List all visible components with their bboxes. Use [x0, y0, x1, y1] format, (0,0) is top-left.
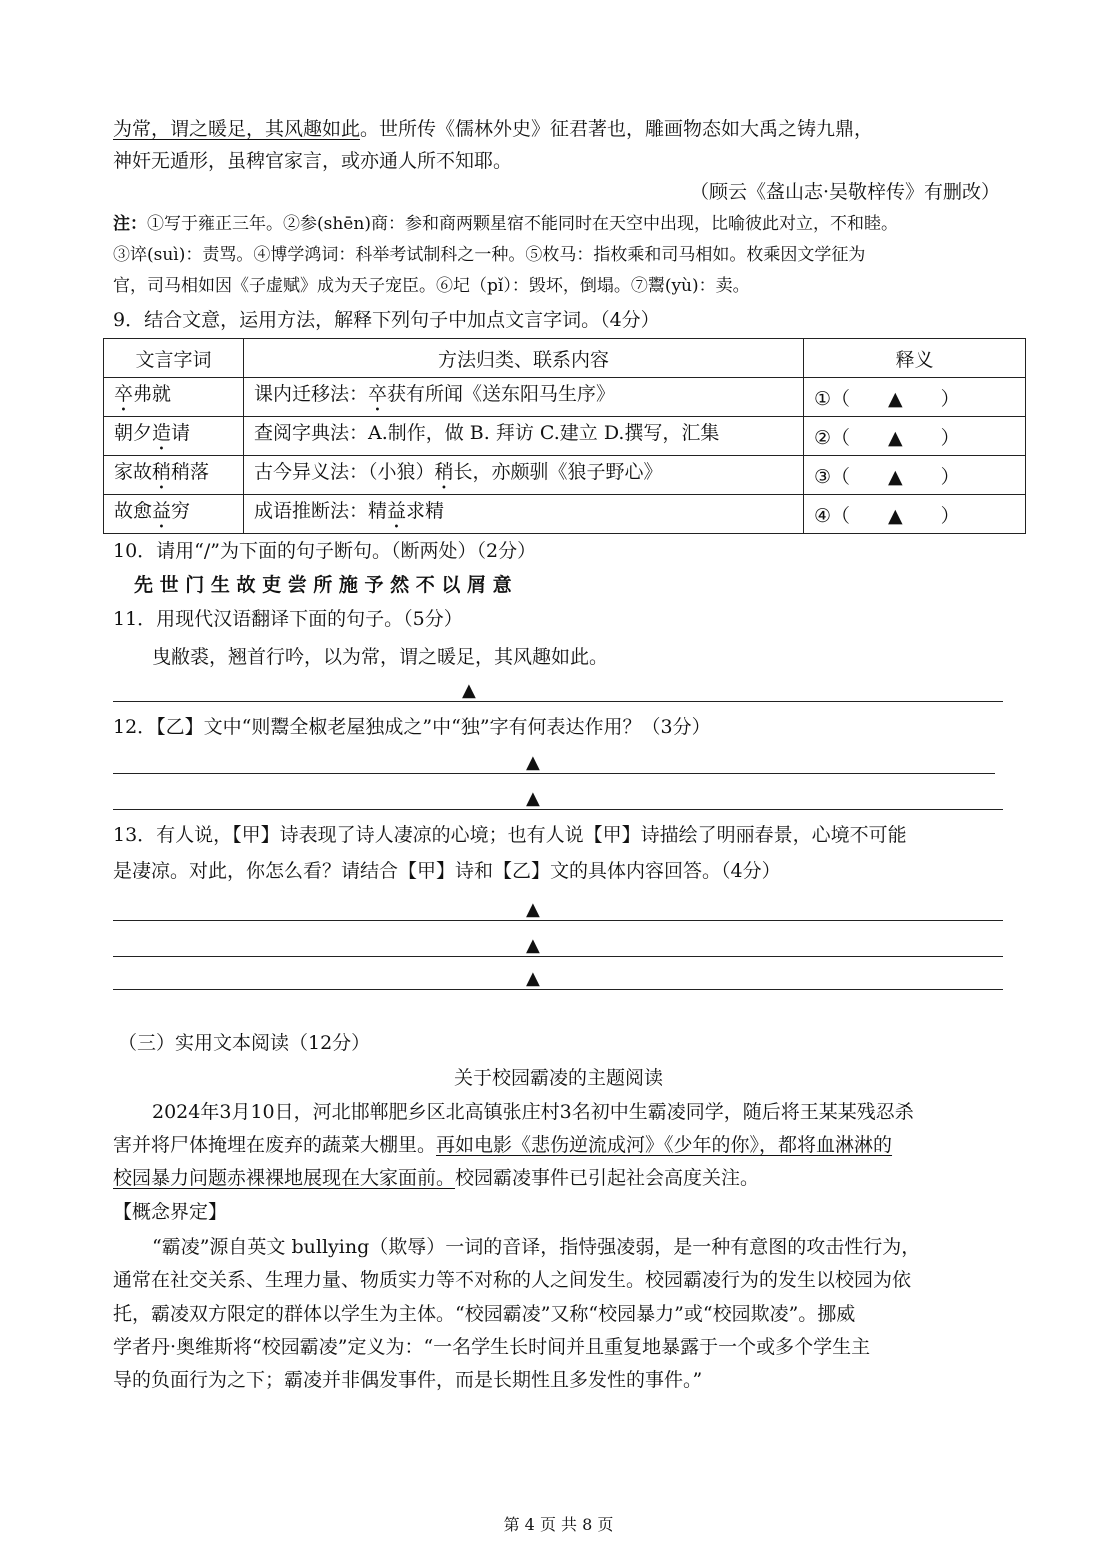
q9-header-method: 方法归类、联系内容: [244, 339, 804, 378]
para2-line-2: 通常在社交关系、生理力量、物质实力等不对称的人之间发生。校园霸凌行为的发生以校园为依: [113, 1269, 912, 1291]
answer-triangle: ▲: [462, 680, 476, 701]
q9-method: 课内迁移法：卒获有所闻《送东阳马生序》: [244, 378, 804, 417]
q13-answer-line-3[interactable]: [113, 989, 1003, 990]
q9-answer-blank[interactable]: ④（ ▲ ）: [804, 495, 1026, 534]
q9-row-3: [104, 456, 1026, 495]
q9-word: 家故稍稍落: [104, 456, 244, 495]
para2-line-5: 导的负面行为之下；霸凌并非偶发事件，而是长期性且多发性的事件。”: [113, 1369, 703, 1391]
answer-triangle: ▲: [526, 935, 540, 956]
q9-answer-blank[interactable]: ③（ ▲ ）: [804, 456, 1026, 495]
answer-triangle: ▲: [526, 899, 540, 920]
q10-sentence: 先 世 门 生 故 吏 尝 所 施 予 然 不 以 屑 意: [134, 574, 512, 596]
concept-heading: 【概念界定】: [113, 1201, 228, 1223]
passage-line-1: 为常，谓之暖足，其风趣如此。世所传《儒林外史》征君著也，雕画物态如大禹之铸九鼎，: [113, 118, 874, 140]
q9-word: 故愈益穷: [104, 495, 244, 534]
q11-stem: 11．用现代汉语翻译下面的句子。（5分）: [113, 608, 463, 630]
q9-answer-blank[interactable]: ②（ ▲ ）: [804, 417, 1026, 456]
q9-row-2: [104, 417, 1026, 456]
section3-title: 关于校园霸凌的主题阅读: [453, 1067, 663, 1089]
q11-sentence: 曳敝裘，翘首行吟，以为常，谓之暖足，其风趣如此。: [152, 646, 609, 668]
notes-line-1: 注：①写于雍正三年。②参(shēn)商：参和商两颗星宿不能同时在天空中出现，比喻彼此对立，不和睦。: [113, 214, 898, 234]
q12-answer-line-2[interactable]: [113, 809, 1003, 810]
q9-method: 成语推断法：精益求精: [244, 495, 804, 534]
page-footer: 第 4 页 共 8 页: [503, 1515, 614, 1534]
q9-row-4: [104, 495, 1026, 534]
passage-line-2: 神奸无遁形，虽稗官家言，或亦通人所不知耶。: [113, 150, 513, 172]
notes-label: 注：: [113, 214, 147, 234]
q9-answer-blank[interactable]: ①（ ▲ ）: [804, 378, 1026, 417]
q9-header-row: [104, 339, 1026, 378]
para2-line-1: “霸凌”源自英文 bullying（欺辱）一词的音译，指恃强凌弱，是一种有意图的攻击性行为，: [152, 1236, 921, 1258]
notes-line-2: ③谇(suì)：责骂。④博学鸿词：科举考试制科之一种。⑤枚马：指枚乘和司马相如。枚乘因文学征为: [113, 245, 866, 265]
answer-triangle: ▲: [526, 968, 540, 989]
q9-word: 卒弗就: [104, 378, 244, 417]
q9-header-meaning: 释义: [804, 339, 1026, 378]
q13-answer-line-2[interactable]: [113, 956, 1003, 957]
q10-stem: 10．请用“/”为下面的句子断句。（断两处）（2分）: [113, 540, 537, 562]
para2-line-4: 学者丹·奥维斯将“校园霸凌”定义为：“一名学生长时间并且重复地暴露于一个或多个学生主: [113, 1336, 871, 1358]
q13-answer-line-1[interactable]: [113, 920, 1003, 921]
passage-underlined: 为常，谓之暖足，其风趣如此: [113, 118, 361, 140]
q9-stem: 9．结合文意，运用方法，解释下列句子中加点文言字词。（4分）: [113, 309, 660, 331]
answer-triangle: ▲: [526, 788, 540, 809]
passage-source: （顾云《盋山志·吴敬梓传》有删改）: [689, 181, 1000, 203]
q9-table: [103, 338, 1026, 534]
q9-method: 古今异义法：（小狼）稍长，亦颇驯《狼子野心》: [244, 456, 804, 495]
q9-header-word: 文言字词: [104, 339, 244, 378]
q13-stem-line-1: 13．有人说，【甲】诗表现了诗人凄凉的心境；也有人说【甲】诗描绘了明丽春景，心境不可能: [113, 824, 907, 846]
q11-answer-line[interactable]: [113, 701, 1003, 702]
q12-answer-line-1[interactable]: [113, 773, 995, 774]
answer-triangle: ▲: [526, 752, 540, 773]
para1-line-3: 校园暴力问题赤裸裸地展现在大家面前。校园霸凌事件已引起社会高度关注。: [113, 1167, 760, 1189]
q12-stem: 12．【乙】文中“则鬻全椒老屋独成之”中“独”字有何表达作用？（3分）: [113, 716, 711, 738]
q13-stem-line-2: 是凄凉。对此，你怎么看？请结合【甲】诗和【乙】文的具体内容回答。（4分）: [113, 860, 781, 882]
para1-line-1: 2024年3月10日，河北邯郸肥乡区北高镇张庄村3名初中生霸凌同学，随后将王某某残忍杀: [152, 1101, 914, 1123]
q9-row-1: [104, 378, 1026, 417]
para2-line-3: 托，霸凌双方限定的群体以学生为主体。“校园霸凌”又称“校园暴力”或“校园欺凌”。挪威: [113, 1303, 856, 1325]
para1-line-2: 害并将尸体掩埋在废弃的蔬菜大棚里。再如电影《悲伤逆流成河》《少年的你》，都将血淋淋的: [113, 1134, 893, 1156]
section3-heading: （三）实用文本阅读（12分）: [118, 1032, 371, 1054]
q9-method: 查阅字典法：A.制作，做 B. 拜访 C.建立 D.撰写，汇集: [244, 417, 804, 456]
q9-word: 朝夕造请: [104, 417, 244, 456]
notes-line-3: 官，司马相如因《子虚赋》成为天子宠臣。⑥圮（pǐ）：毁坏，倒塌。⑦鬻(yù)：卖。: [113, 276, 750, 296]
